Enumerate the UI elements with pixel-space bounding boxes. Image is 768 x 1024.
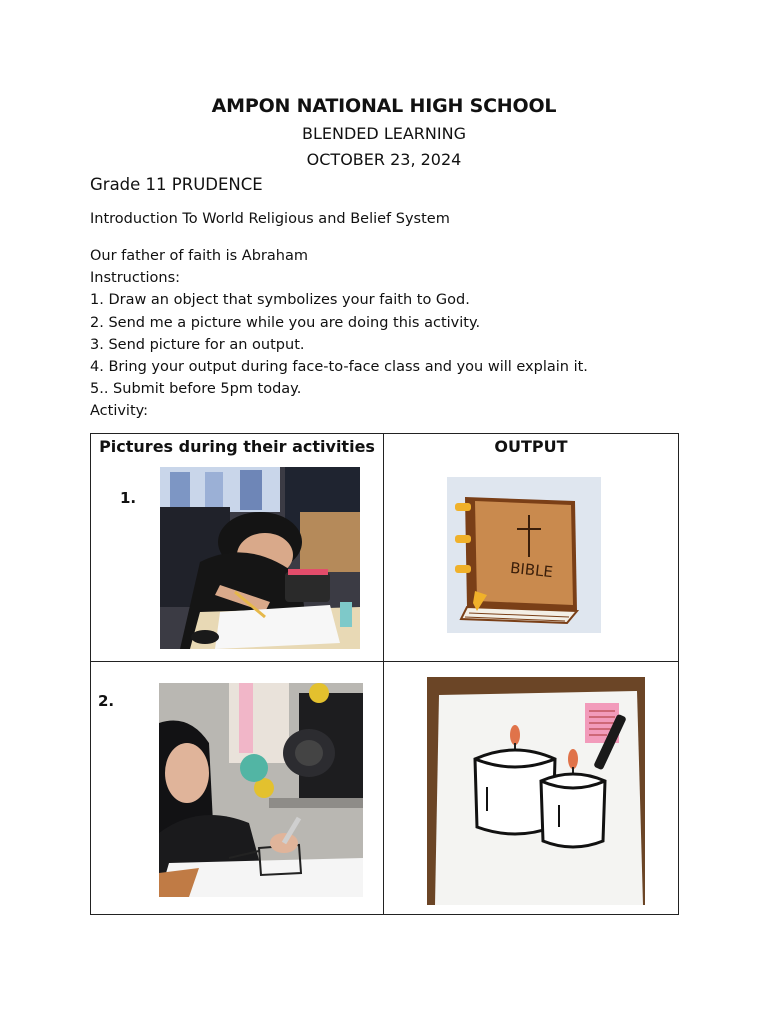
instruction-4: 4. Bring your output during face-to-face class and you will explain it. bbox=[90, 359, 588, 376]
row2-output-cell bbox=[384, 662, 679, 915]
school-name: AMPON NATIONAL HIGH SCHOOL bbox=[211, 95, 557, 117]
bible-label: BIBLE bbox=[509, 558, 554, 582]
activity-table bbox=[90, 433, 679, 915]
row1-output-cell bbox=[384, 434, 679, 662]
instruction-2: 2. Send me a picture while you are doing this activity. bbox=[90, 314, 481, 331]
document-date: OCTOBER 23, 2024 bbox=[306, 150, 462, 169]
instruction-5: 5.. Submit before 5pm today. bbox=[90, 381, 302, 398]
instructions-block bbox=[90, 245, 588, 423]
row2-pictures-cell bbox=[91, 662, 384, 915]
pictures-column-header: Pictures during their activities bbox=[99, 437, 375, 456]
row-number: 1. bbox=[120, 489, 137, 507]
instruction-3: 3. Send picture for an output. bbox=[90, 336, 305, 353]
program-title: BLENDED LEARNING bbox=[302, 124, 466, 143]
candle-drawing-output bbox=[427, 677, 645, 905]
grade-section: Grade 11 PRUDENCE bbox=[90, 175, 263, 194]
row1-pictures-cell bbox=[91, 434, 384, 662]
student-drawing-photo-1 bbox=[160, 467, 360, 649]
row-number: 2. bbox=[98, 692, 115, 711]
student-drawing-photo-2 bbox=[159, 683, 363, 897]
subject-title: Introduction To World Religious and Belief System bbox=[90, 211, 450, 227]
faith-line: Our father of faith is Abraham bbox=[90, 248, 308, 264]
activity-label: Activity: bbox=[90, 403, 149, 420]
output-column-header: OUTPUT bbox=[494, 437, 568, 456]
instructions-label: Instructions: bbox=[90, 270, 181, 287]
instruction-1: 1. Draw an object that symbolizes your faith to God. bbox=[90, 292, 470, 309]
bible-drawing-output bbox=[447, 477, 601, 633]
